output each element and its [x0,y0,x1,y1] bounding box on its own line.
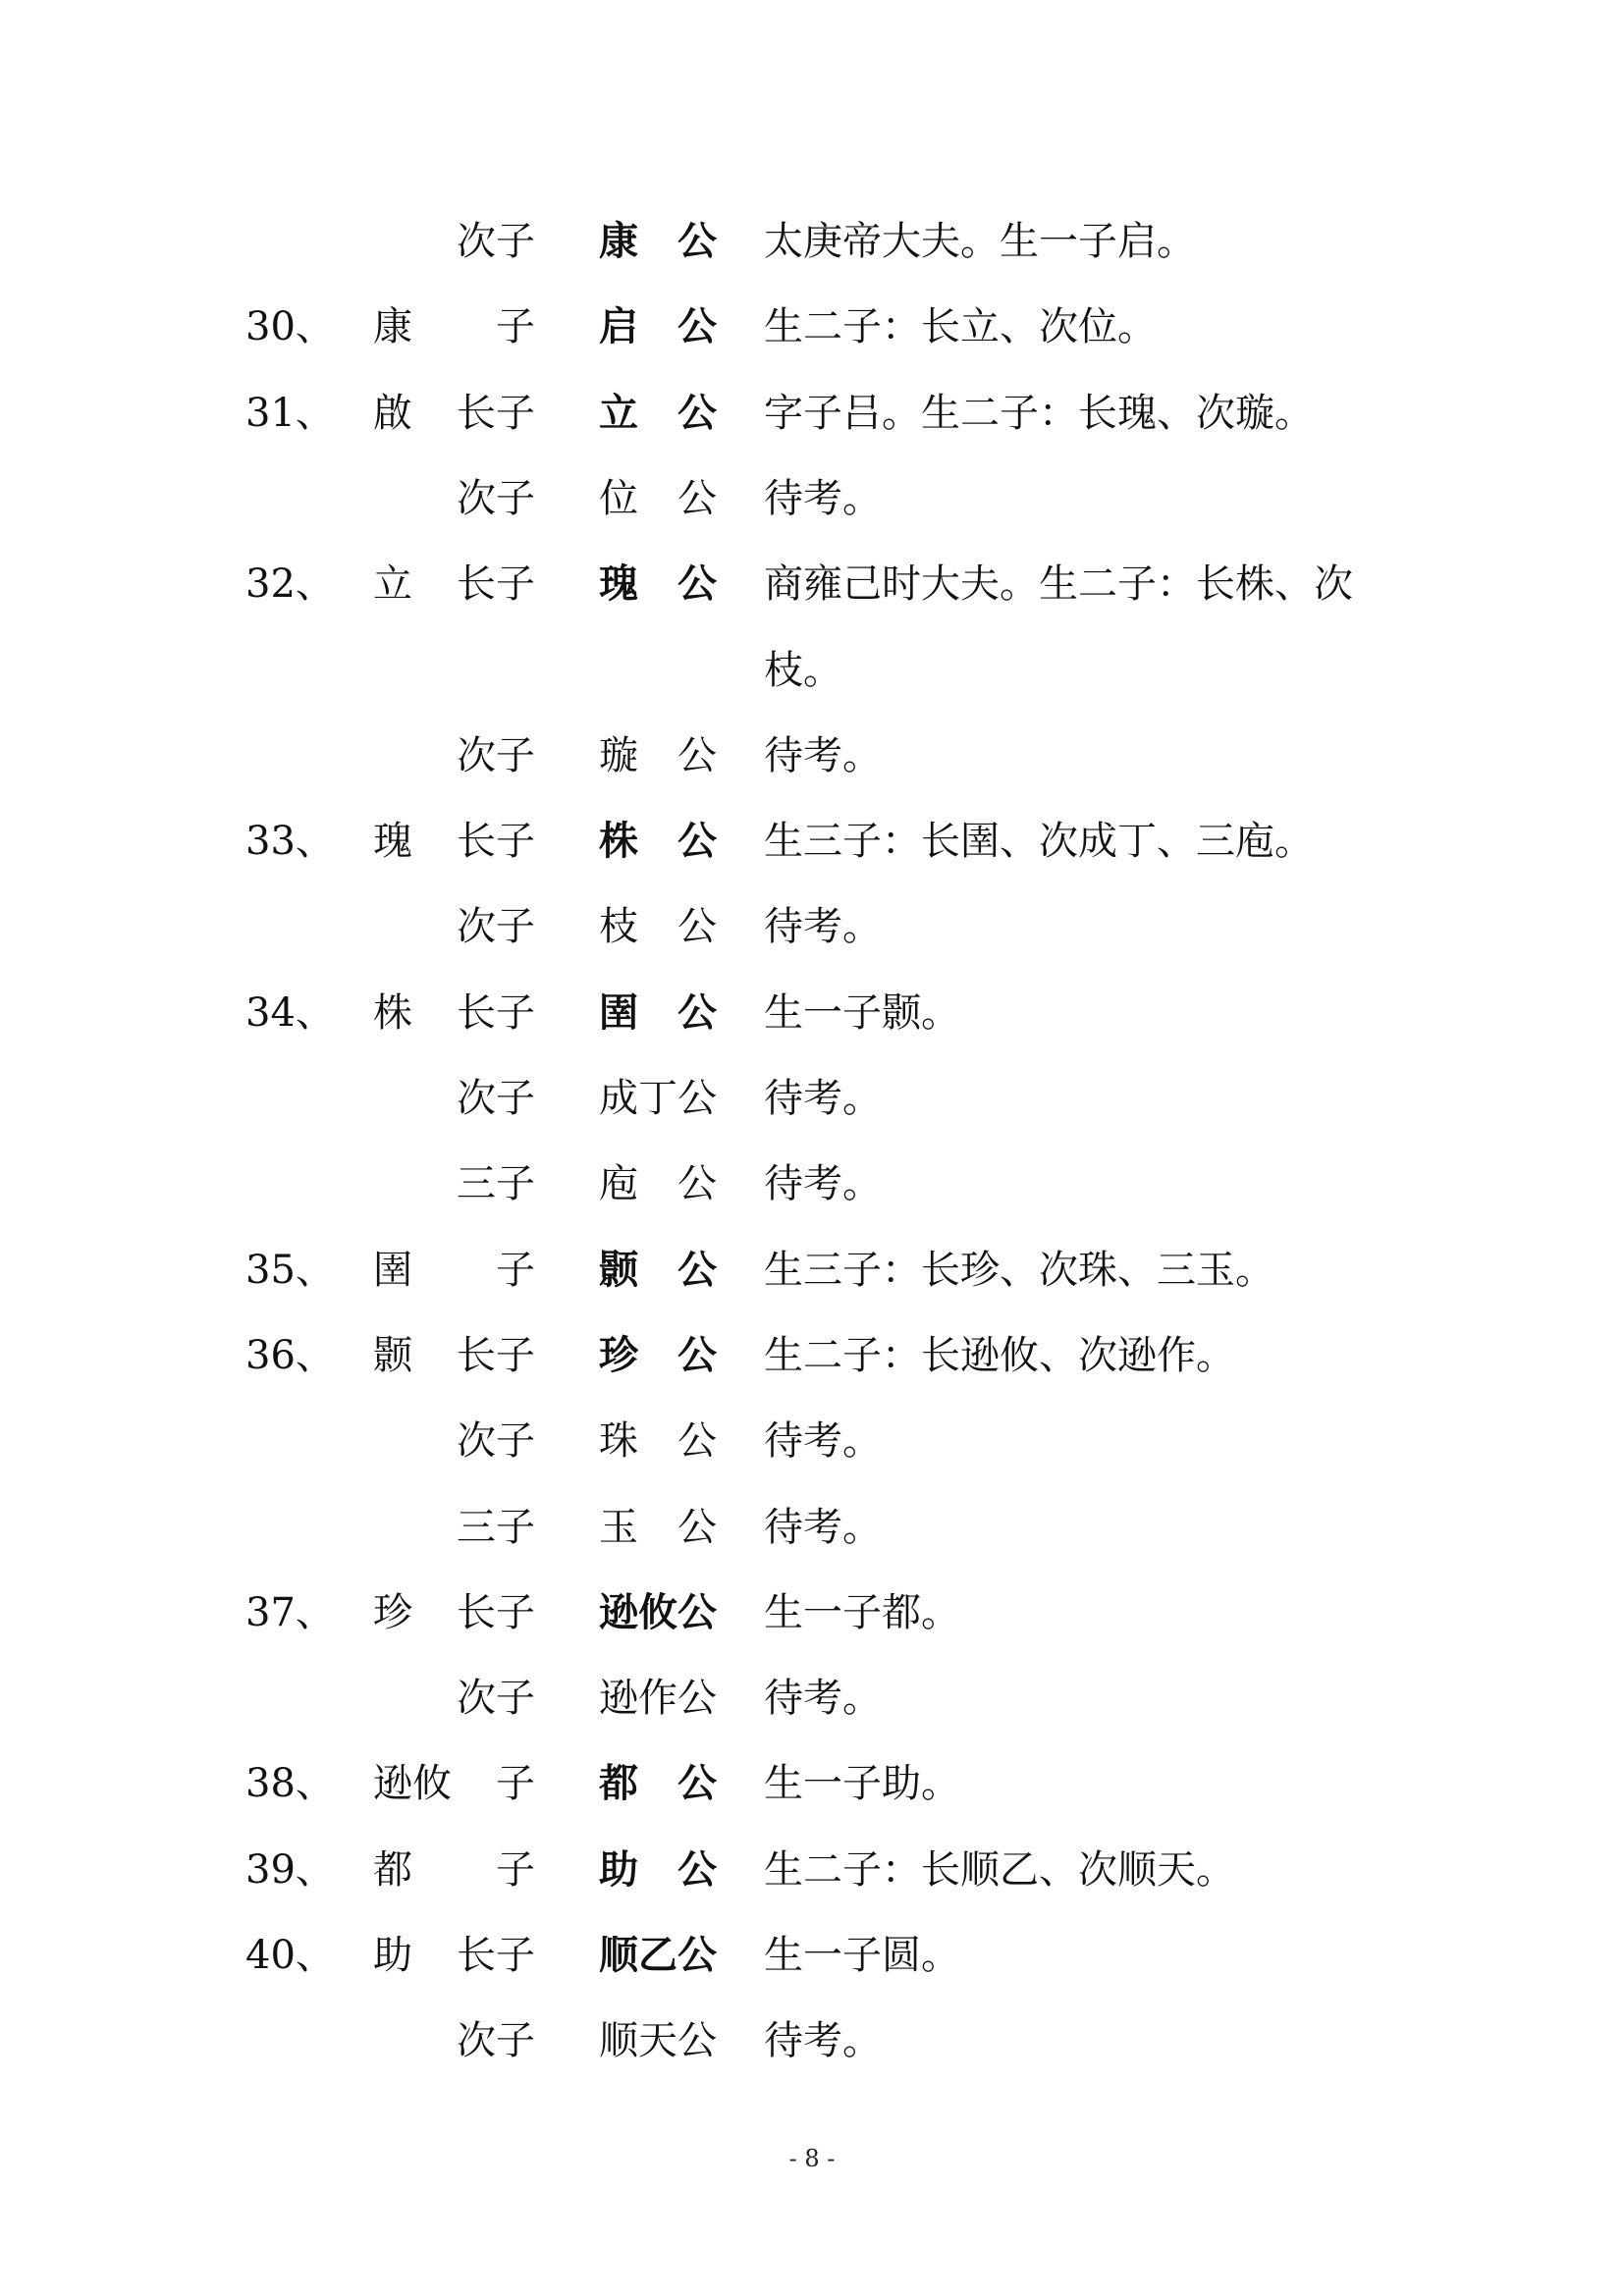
description: 待考。 [764,1076,882,1121]
person-name: 启 公 [599,304,717,350]
relation: 子 [457,304,535,350]
person-name: 庖 公 [599,1161,717,1207]
person-name: 顺天公 [599,2018,717,2064]
parent-name: 株 [373,989,412,1036]
relation: 次子 [457,1076,535,1121]
parent-name: 都 [373,1846,412,1893]
description: 待考。 [764,2018,882,2064]
parent-name: 珍 [373,1589,412,1635]
genealogy-row [0,212,1624,271]
generation-number: 40、 [245,1933,335,1978]
genealogy-row [0,984,1624,1042]
person-name: 助 公 [599,1846,717,1893]
person-name: 颢 公 [599,1247,717,1293]
parent-name: 立 [373,561,412,608]
genealogy-row [0,1841,1624,1899]
generation-number: 31、 [245,390,335,436]
description: 待考。 [764,475,882,521]
person-name: 株 公 [599,819,717,865]
generation-number: 37、 [245,1589,335,1635]
description: 待考。 [764,1161,882,1207]
description: 商雍己时大夫。生二子：长株、次 [764,561,1353,608]
person-name: 顺乙公 [599,1933,717,1978]
description: 生一子都。 [764,1589,960,1635]
relation: 长子 [457,1933,535,1978]
relation: 长子 [457,819,535,865]
parent-name: 颢 [373,1332,412,1378]
description: 待考。 [764,732,882,778]
person-name: 瑰 公 [599,561,717,608]
person-name: 枝 公 [599,904,717,950]
relation: 子 [457,1846,535,1893]
person-name: 珍 公 [599,1332,717,1378]
description: 生二子：长立、次位。 [764,304,1157,350]
generation-number: 39、 [245,1846,335,1893]
person-name: 逊作公 [599,1676,717,1722]
parent-name: 啟 [373,390,412,436]
relation: 长子 [457,390,535,436]
description: 生三子：长珍、次珠、三玉。 [764,1247,1274,1293]
description: 待考。 [764,1504,882,1550]
parent-name: 逊攸 [373,1761,452,1807]
generation-number: 35、 [245,1247,335,1293]
relation: 次子 [457,219,535,264]
person-name: 逊攸公 [599,1589,717,1635]
generation-number: 32、 [245,561,335,608]
relation: 长子 [457,989,535,1036]
description: 生一子颢。 [764,989,960,1036]
description: 待考。 [764,904,882,950]
parent-name: 助 [373,1933,412,1978]
relation: 子 [457,1247,535,1293]
relation: 次子 [457,2018,535,2064]
genealogy-row [0,1926,1624,1985]
person-name: 康 公 [599,219,717,264]
description: 生一子助。 [764,1761,960,1807]
person-name: 位 公 [599,475,717,521]
person-name: 圉 公 [599,989,717,1036]
description: 生二子：长逊攸、次逊作。 [764,1332,1235,1378]
relation: 次子 [457,1418,535,1465]
description: 生二子：长顺乙、次顺天。 [764,1846,1235,1893]
person-name: 玉 公 [599,1504,717,1550]
description: 待考。 [764,1676,882,1722]
genealogy-row [0,812,1624,871]
description: 枝。 [764,647,842,693]
description: 字子吕。生二子：长瑰、次璇。 [764,390,1314,436]
genealogy-row [0,297,1624,356]
person-name: 成丁公 [599,1076,717,1121]
person-name: 璇 公 [599,732,717,778]
relation: 次子 [457,475,535,521]
genealogy-row [0,1154,1624,1213]
genealogy-row [0,1583,1624,1642]
generation-number: 38、 [245,1761,335,1807]
description: 生三子：长圉、次成丁、三庖。 [764,819,1314,865]
description: 待考。 [764,1418,882,1465]
genealogy-row [0,2011,1624,2070]
description: 太庚帝大夫。生一子启。 [764,219,1196,264]
genealogy-row [0,1069,1624,1128]
person-name: 都 公 [599,1761,717,1807]
relation: 长子 [457,1589,535,1635]
generation-number: 36、 [245,1332,335,1378]
genealogy-row [0,1669,1624,1728]
parent-name: 瑰 [373,819,412,865]
relation: 三子 [457,1161,535,1207]
genealogy-row [0,1241,1624,1300]
genealogy-row [0,1326,1624,1385]
genealogy-row [0,1498,1624,1557]
genealogy-row [0,1754,1624,1813]
generation-number: 34、 [245,989,335,1036]
genealogy-row [0,1412,1624,1470]
genealogy-row [0,641,1624,700]
relation: 次子 [457,1676,535,1722]
relation: 长子 [457,1332,535,1378]
genealogy-row [0,897,1624,956]
relation: 次子 [457,904,535,950]
page-number: - 8 - [788,2145,836,2172]
generation-number: 33、 [245,819,335,865]
genealogy-row [0,555,1624,614]
generation-number: 30、 [245,304,335,350]
relation: 三子 [457,1504,535,1550]
genealogy-row [0,726,1624,785]
person-name: 立 公 [599,390,717,436]
description: 生一子圆。 [764,1933,960,1978]
parent-name: 圉 [373,1247,412,1293]
parent-name: 康 [373,304,412,350]
genealogy-row [0,469,1624,528]
person-name: 珠 公 [599,1418,717,1465]
relation: 长子 [457,561,535,608]
relation: 子 [457,1761,535,1807]
genealogy-row [0,384,1624,443]
relation: 次子 [457,732,535,778]
